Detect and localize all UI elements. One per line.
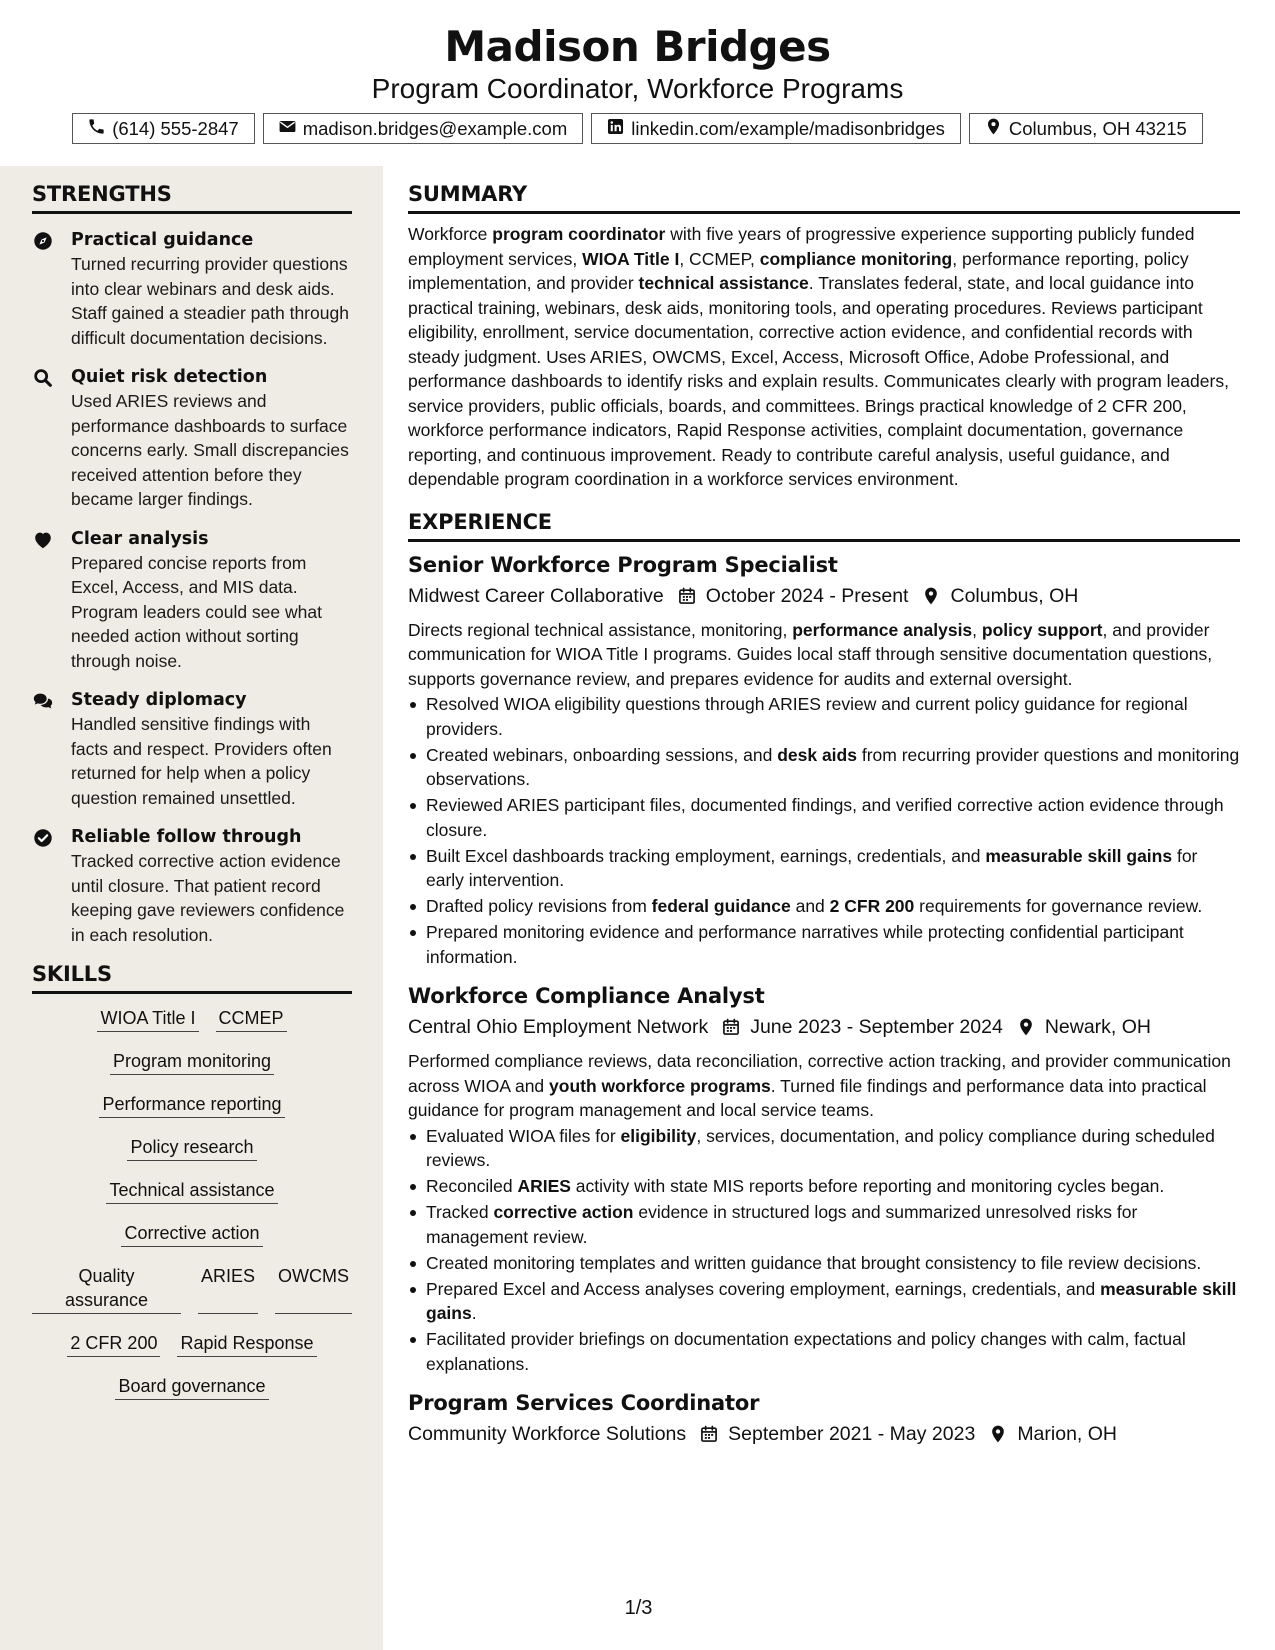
map-pin-icon [984,117,1003,141]
experience-heading: EXPERIENCE [408,510,1240,542]
job-company: Midwest Career Collaborative [408,584,664,607]
job-title: Senior Workforce Program Specialist [408,552,838,577]
heart-icon [32,529,54,551]
candidate-title: Program Coordinator, Workforce Programs [371,73,904,104]
job-description: Directs regional technical assistance, monitoring, performance analysis, policy support, and provider communication for WIOA Title I programs. Guides local staff through sensitive documentation questions, supports governance review, and prepares evidence for audits and external oversight. [408,619,1213,689]
contact-phone-text: (614) 555-2847 [112,117,239,139]
contact-location[interactable] [969,113,1203,144]
skills-heading: SKILLS [32,962,352,994]
bullet-item: Resolved WIOA eligibility questions through ARIES review and current policy guidance for regional providers. [408,692,1240,741]
strength-title: Steady diplomacy [71,690,247,710]
job-description: Performed compliance reviews, data reconciliation, corrective action tracking, and provider communication across WIOA and youth workforce programs. Turned file findings and performance data into practical guidance for program management and local service teams. [408,1051,1231,1120]
linkedin-icon [606,117,625,141]
strength-item [32,825,352,947]
emphasis: measurable skill gains [985,845,1173,866]
job-dates: September 2021 - May 2023 [728,1423,976,1445]
strength-item [32,688,352,810]
emphasis: federal guidance [651,896,791,916]
calendar-icon [677,586,697,606]
skill-tag: 2 CFR 200 [67,1331,160,1357]
map-pin-icon [921,586,941,606]
skill-tag: Quality assurance [32,1264,181,1314]
skills-row [32,1374,352,1400]
skills-row [32,1178,352,1204]
candidate-name: Madison Bridges [444,22,831,71]
skills-row [32,1221,352,1247]
skill-tag: CCMEP [216,1006,287,1032]
bullet-item: Prepared monitoring evidence and performance narratives while protecting confidential participant information. [408,920,1240,969]
emphasis: corrective action [493,1202,634,1222]
phone-icon [87,117,106,141]
job-title: Workforce Compliance Analyst [408,984,765,1008]
contact-phone[interactable] [72,113,255,144]
job-location: Newark, OH [1044,1016,1151,1038]
bullet-item: Created monitoring templates and written guidance that brought consistency to file review decisions. [408,1251,1240,1276]
contact-bar [0,113,1275,144]
job-entry [408,981,1240,1376]
emphasis: WIOA Title I [582,248,680,269]
sidebar [0,166,383,1650]
skill-tag: Policy research [127,1135,256,1161]
strength-title: Quiet risk detection [71,367,268,387]
calendar-icon [699,1424,719,1444]
job-meta [408,1418,1240,1450]
job-title: Program Services Coordinator [408,1391,760,1415]
contact-linkedin[interactable] [591,113,961,144]
bullet-item: Evaluated WIOA files for eligibility, services, documentation, and policy compliance during scheduled reviews. [408,1124,1240,1173]
emphasis: program coordinator [492,224,666,244]
summary-heading: SUMMARY [408,182,1240,214]
contact-linkedin-text: linkedin.com/example/madisonbridges [631,117,945,139]
strength-desc: Prepared concise reports from Excel, Access, and MIS data. Program leaders could see what needed action without sorting through noise. [71,552,322,671]
skill-tag: Rapid Response [177,1331,316,1357]
job-entry [408,1388,1240,1450]
job-company: Community Workforce Solutions [408,1423,687,1445]
skills-row [32,1264,352,1314]
skill-tag: Corrective action [121,1221,262,1247]
skill-tag: OWCMS [275,1264,352,1314]
strength-title: Reliable follow through [71,827,302,847]
strength-desc: Handled sensitive findings with facts and respect. Providers often returned for help when a policy question remained unsettled. [71,714,332,808]
contact-location-text: Columbus, OH 43215 [1008,117,1187,139]
job-location: Columbus, OH [950,584,1079,607]
job-dates: June 2023 - September 2024 [750,1016,1003,1038]
skill-tag: WIOA Title I [97,1006,198,1032]
job-meta [408,580,1240,612]
skills-row [32,1006,352,1032]
job-entry [408,550,1240,970]
emphasis: ARIES [517,1176,571,1196]
emphasis: 2 CFR 200 [829,896,915,916]
summary-text: Workforce program coordinator with five years of progressive experience supporting publicly funded employment services, WIOA Title I, CCMEP, compliance monitoring, performance reporting, policy implementation, and provider technical assistance. Translates federal, state, and local guidance into practical training, webinars, desk aids, monitoring tools, and operating procedures. Reviews participant eligibility, enrollment, service documentation, corrective action evidence, and confidential records with steady judgment. Uses ARIES, OWCMS, Excel, Access, Microsoft Office, Adobe Professional, and performance dashboards to identify risks and explain results. Communicates clearly with program leaders, service providers, public officials, boards, and committees. Brings practical knowledge of 2 CFR 200, workforce performance indicators, Rapid Response activities, complaint documentation, governance reporting, and continuous improvement. Ready to contribute careful analysis, useful guidance, and dependable program coordination in a workforce services environment. [408,224,1229,489]
contact-email-text: madison.bridges@example.com [302,117,568,139]
resume-header [0,0,1275,166]
page-number [0,1597,1275,1620]
bullet-item: Reviewed ARIES participant files, documented findings, and verified corrective action evidence through closure. [408,793,1240,842]
skills-list [32,1006,352,1400]
skill-tag: ARIES [198,1264,258,1314]
skill-tag: Technical assistance [106,1178,277,1204]
bullet-item: Facilitated provider briefings on documentation expectations and policy changes with calm, factual explanations. [408,1327,1240,1376]
job-dates: October 2024 - Present [705,584,909,607]
bullet-item: Reconciled ARIES activity with state MIS reports before reporting and monitoring cycles began. [408,1174,1240,1199]
emphasis: measurable skill gains [426,1278,1237,1323]
calendar-icon [721,1017,741,1037]
job-bullets [408,1124,1240,1377]
job-company: Central Ohio Employment Network [408,1016,709,1038]
strengths-heading: STRENGTHS [32,182,352,214]
contact-email[interactable] [263,113,584,144]
strength-title: Clear analysis [71,528,209,549]
strength-item [32,365,352,512]
strength-desc: Turned recurring provider questions into clear webinars and desk aids. Staff gained a steadier path through difficult documentation decisions. [71,254,349,348]
emphasis: compliance monitoring [759,248,953,269]
skill-tag: Board governance [115,1374,268,1400]
job-location: Marion, OH [1017,1423,1118,1445]
strength-title: Practical guidance [71,230,254,250]
bullet-item: Created webinars, onboarding sessions, and desk aids from recurring provider questions and monitoring observations. [408,743,1240,792]
map-pin-icon [1016,1017,1036,1037]
check-circle-icon [32,827,54,849]
emphasis: youth workforce programs [549,1075,771,1096]
envelope-icon [278,117,297,141]
strengths-list [32,228,352,947]
emphasis: desk aids [777,744,857,765]
bullet-item: Prepared Excel and Access analyses covering employment, earnings, credentials, and measurable skill gains. [408,1277,1240,1326]
main-column [408,166,1240,1450]
bullet-item: Drafted policy revisions from federal guidance and 2 CFR 200 requirements for governance review. [408,894,1240,919]
strength-desc: Tracked corrective action evidence until closure. That patient record keeping gave reviewers confidence in each resolution. [71,851,345,945]
emphasis: eligibility [620,1125,697,1146]
job-bullets [408,692,1240,969]
bullet-item: Built Excel dashboards tracking employment, earnings, credentials, and measurable skill gains for early intervention. [408,844,1240,893]
emphasis: technical assistance [638,273,809,293]
skills-row [32,1331,352,1357]
page-number-text: 1/3 [624,1597,653,1619]
search-icon [32,367,54,389]
emphasis: policy support [981,619,1103,640]
strength-item [32,228,352,350]
emphasis: performance analysis [792,619,973,640]
job-meta [408,1011,1240,1043]
skills-row [32,1135,352,1161]
comments-icon [32,690,54,712]
bullet-item: Tracked corrective action evidence in structured logs and summarized unresolved risks for management review. [408,1200,1240,1249]
strength-item [32,527,352,674]
compass-icon [32,230,54,252]
strength-desc: Used ARIES reviews and performance dashboards to surface concerns early. Small discrepancies received attention before they became larger findings. [71,391,349,509]
map-pin-icon [988,1424,1008,1444]
skills-row [32,1092,352,1118]
skill-tag: Program monitoring [110,1049,274,1075]
skill-tag: Performance reporting [99,1092,284,1118]
skills-row [32,1049,352,1075]
